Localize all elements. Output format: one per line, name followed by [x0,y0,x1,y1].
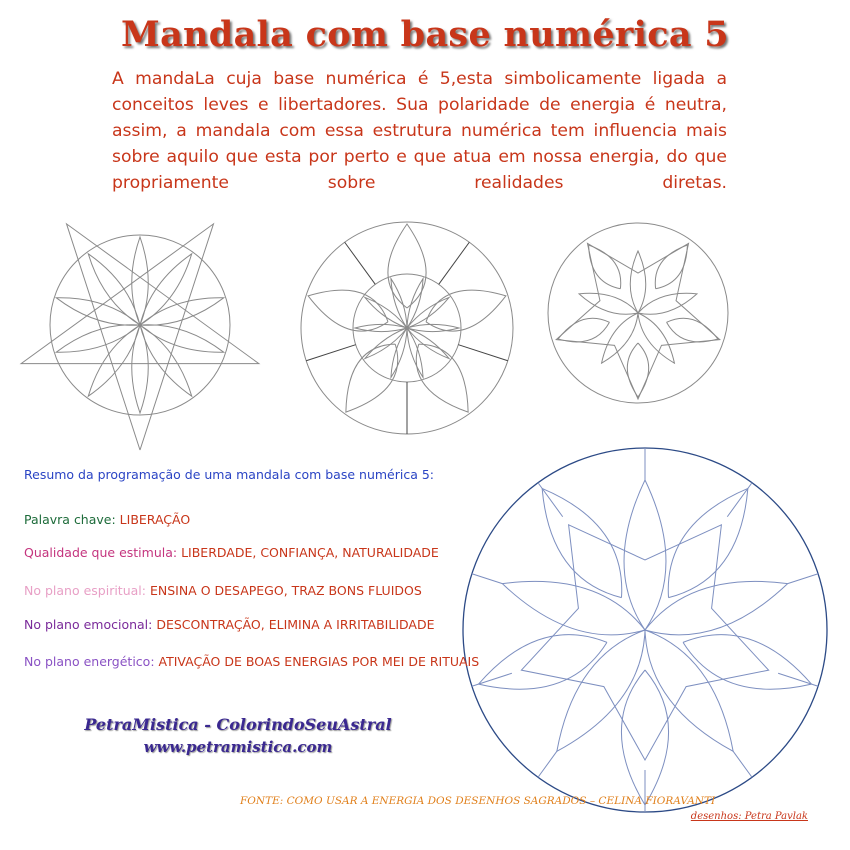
mandala-large-petal [346,344,398,412]
mandala-small-petal [365,328,407,359]
summary-value: LIBERDADE, CONFIANÇA, NATURALIDADE [181,545,439,560]
brand-url[interactable]: www.petramistica.com [143,738,333,756]
summary-item-quality [24,545,439,560]
summary-label: No plano espiritual: [24,583,150,598]
summary-item-spiritual [24,583,422,598]
summary-value: LIBERAÇÃO [119,512,191,527]
mandala-outer-petal [667,318,718,342]
mandala-petal [630,251,646,313]
page-title: Mandala com base numérica 5 [121,14,729,55]
summary-value: ATIVAÇÃO DE BOAS ENERGIAS POR MEI DE RITUAIS [158,654,480,669]
mandala-large-petal [502,581,645,634]
mandala-spoke [778,673,818,686]
mandala-small-petal [391,328,407,377]
mandala-spoke [458,345,507,361]
summary-item-emotional [24,617,434,632]
mandala-petal [132,325,148,413]
mandala-large-petal [624,480,666,630]
mandala-outer-petal [479,635,607,690]
summary-value: ENSINA O DESAPEGO, TRAZ BONS FLUIDOS [149,583,422,598]
brand-name: PetraMistica - ColorindoSeuAstral [84,715,392,734]
mandala-petal [638,313,674,363]
source-citation: FONTE: COMO USAR A ENERGIA DOS DESENHOS SAGRADOS – CELINA FIORAVANTI [240,795,716,807]
mandala-small-petal [391,279,407,328]
mandala-outer-petal [683,635,811,690]
mandala-spoke [306,345,355,361]
mandala-spoke [472,673,512,686]
mandala-starflower-drawing [545,218,735,413]
mandala-petal [602,313,638,363]
mandala-star-drawing [40,215,240,455]
mandala-outer-petal [558,318,609,342]
mandala-spoke [345,242,376,284]
summary-label: Qualidade que estimula: [24,545,182,560]
summary-item-keyword [24,512,190,527]
mandala-large-petal [416,344,468,412]
mandala-spoke [727,483,752,517]
drawing-credit: desenhos: Petra Pavlak [690,811,808,822]
mandala-outer-petal [589,245,621,289]
mandala-flower-drawing [297,218,517,438]
mandala-small-petal [407,328,449,359]
mandala-star [521,525,768,760]
summary-label: Palavra chave: [24,512,120,527]
mandala-star [556,243,720,399]
mandala-small-petal [407,279,423,328]
mandala-large-blue-drawing [455,440,835,820]
mandala-spoke [788,574,818,584]
mandala-spoke [538,751,557,777]
summary-value: DESCONTRAÇÃO, ELIMINA A IRRITABILIDADE [156,617,435,632]
mandala-spoke [472,574,502,584]
mandala-star [21,224,259,450]
mandala-spoke [439,242,470,284]
mandala-spoke [538,483,563,517]
mandala-small-petal [407,328,423,377]
intro-paragraph: A mandaLa cuja base numérica é 5,esta simbolicamente ligada a conceitos leves e libertadores. Sua polaridade de energia é neutra, assim, a mandala com essa estrutura numérica tem influencia mais sobre aquilo que esta por perto e que atua em nossa energia, do que propriamente sobre realidades diretas. [112,69,727,193]
mandala-outer-petal [655,245,687,289]
mandala-large-petal [645,581,788,634]
mandala-spoke [733,751,752,777]
summary-heading: Resumo da programação de uma mandala com base numérica 5: [24,467,435,482]
brand-signature [78,715,398,756]
mandala-outer-petal [627,343,648,397]
summary-item-energetic [24,654,479,669]
summary-label: No plano emocional: [24,617,157,632]
summary-label: No plano energético: [24,654,159,669]
